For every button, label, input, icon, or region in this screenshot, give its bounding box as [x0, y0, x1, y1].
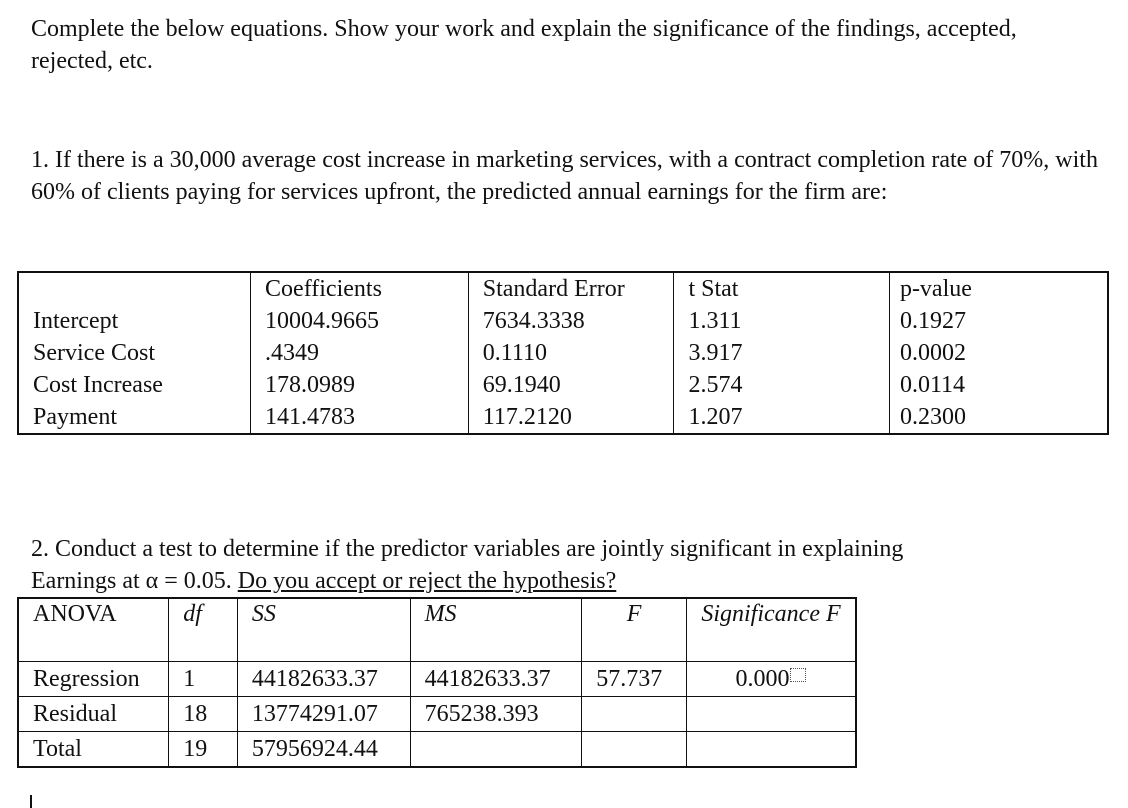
- header-cell: Significance F: [686, 598, 856, 662]
- table-cell: 1.311: [674, 305, 890, 337]
- table-cell: 18: [169, 697, 238, 732]
- table-cell: 44182633.37: [237, 662, 410, 697]
- row-label: Residual: [18, 697, 169, 732]
- table-cell: 44182633.37: [410, 662, 582, 697]
- table-cell: 57956924.44: [237, 732, 410, 768]
- table-cell: 0.1927: [889, 305, 1108, 337]
- table-cell: [410, 732, 582, 768]
- table-cell: 1.207: [674, 401, 890, 434]
- table-cell: 0.1110: [468, 337, 674, 369]
- header-cell: t Stat: [674, 272, 890, 305]
- row-label: Total: [18, 732, 169, 768]
- header-cell: Coefficients: [251, 272, 469, 305]
- header-cell: Standard Error: [468, 272, 674, 305]
- table-cell: 0.0114: [889, 369, 1108, 401]
- row-label: Service Cost: [33, 340, 155, 366]
- placeholder-box-icon: [790, 668, 806, 682]
- table-cell: 0.0002: [889, 337, 1108, 369]
- header-cell: ANOVA: [18, 598, 169, 662]
- header-cell: df: [169, 598, 238, 662]
- table-cell: 19: [169, 732, 238, 768]
- header-cell: [18, 272, 251, 305]
- table-cell: 57.737: [582, 662, 687, 697]
- coefficients-header-row: [18, 272, 1108, 305]
- coefficients-table: [17, 271, 1109, 435]
- row-label: Intercept: [33, 308, 119, 334]
- instructions-text: Complete the below equations. Show your work and explain the significance of the findings, accepted, rejected, etc.: [31, 16, 1017, 74]
- table-row: [18, 697, 856, 732]
- table-row: [18, 732, 856, 768]
- table-cell: .4349: [251, 337, 469, 369]
- question-2-line-2: Earnings at α = 0.05.: [31, 568, 238, 594]
- table-cell: 10004.9665: [251, 305, 469, 337]
- table-cell: 13774291.07: [237, 697, 410, 732]
- table-cell: [582, 697, 687, 732]
- table-cell: [686, 662, 856, 697]
- question-2-text: [31, 533, 1081, 597]
- row-label: Cost Increase: [33, 372, 163, 398]
- table-cell: 765238.393: [410, 697, 582, 732]
- table-cell: 117.2120: [468, 401, 674, 434]
- table-row: [18, 369, 1108, 401]
- table-cell: [686, 697, 856, 732]
- table-cell: 7634.3338: [468, 305, 674, 337]
- table-cell: 69.1940: [468, 369, 674, 401]
- table-row: [18, 662, 856, 697]
- table-cell: [686, 732, 856, 768]
- header-cell: F: [582, 598, 687, 662]
- header-cell: p-value: [889, 272, 1108, 305]
- significance-value: 0.000: [735, 666, 790, 692]
- row-label: Regression: [18, 662, 169, 697]
- table-row: [18, 401, 1108, 434]
- table-cell: 1: [169, 662, 238, 697]
- table-row: [18, 305, 1108, 337]
- table-cell: [582, 732, 687, 768]
- table-cell: 2.574: [674, 369, 890, 401]
- table-cell: 141.4783: [251, 401, 469, 434]
- text-cursor[interactable]: [30, 795, 32, 808]
- header-cell: MS: [410, 598, 582, 662]
- anova-header-row: [18, 598, 856, 662]
- question-2-line-1: 2. Conduct a test to determine if the predictor variables are jointly significant in explaining: [31, 536, 904, 562]
- table-cell: 0.2300: [889, 401, 1108, 434]
- table-cell: 3.917: [674, 337, 890, 369]
- question-2-hypothesis-prompt: Do you accept or reject the hypothesis?: [237, 568, 617, 594]
- row-label: Payment: [33, 404, 117, 430]
- table-cell: 178.0989: [251, 369, 469, 401]
- table-row: [18, 337, 1108, 369]
- header-cell: SS: [237, 598, 410, 662]
- anova-table: [17, 597, 857, 768]
- question-1-text: 1. If there is a 30,000 average cost increase in marketing services, with a contract completion rate of 70%, with 60% of clients paying for services upfront, the predicted annual earnings for the firm are:: [31, 147, 1098, 205]
